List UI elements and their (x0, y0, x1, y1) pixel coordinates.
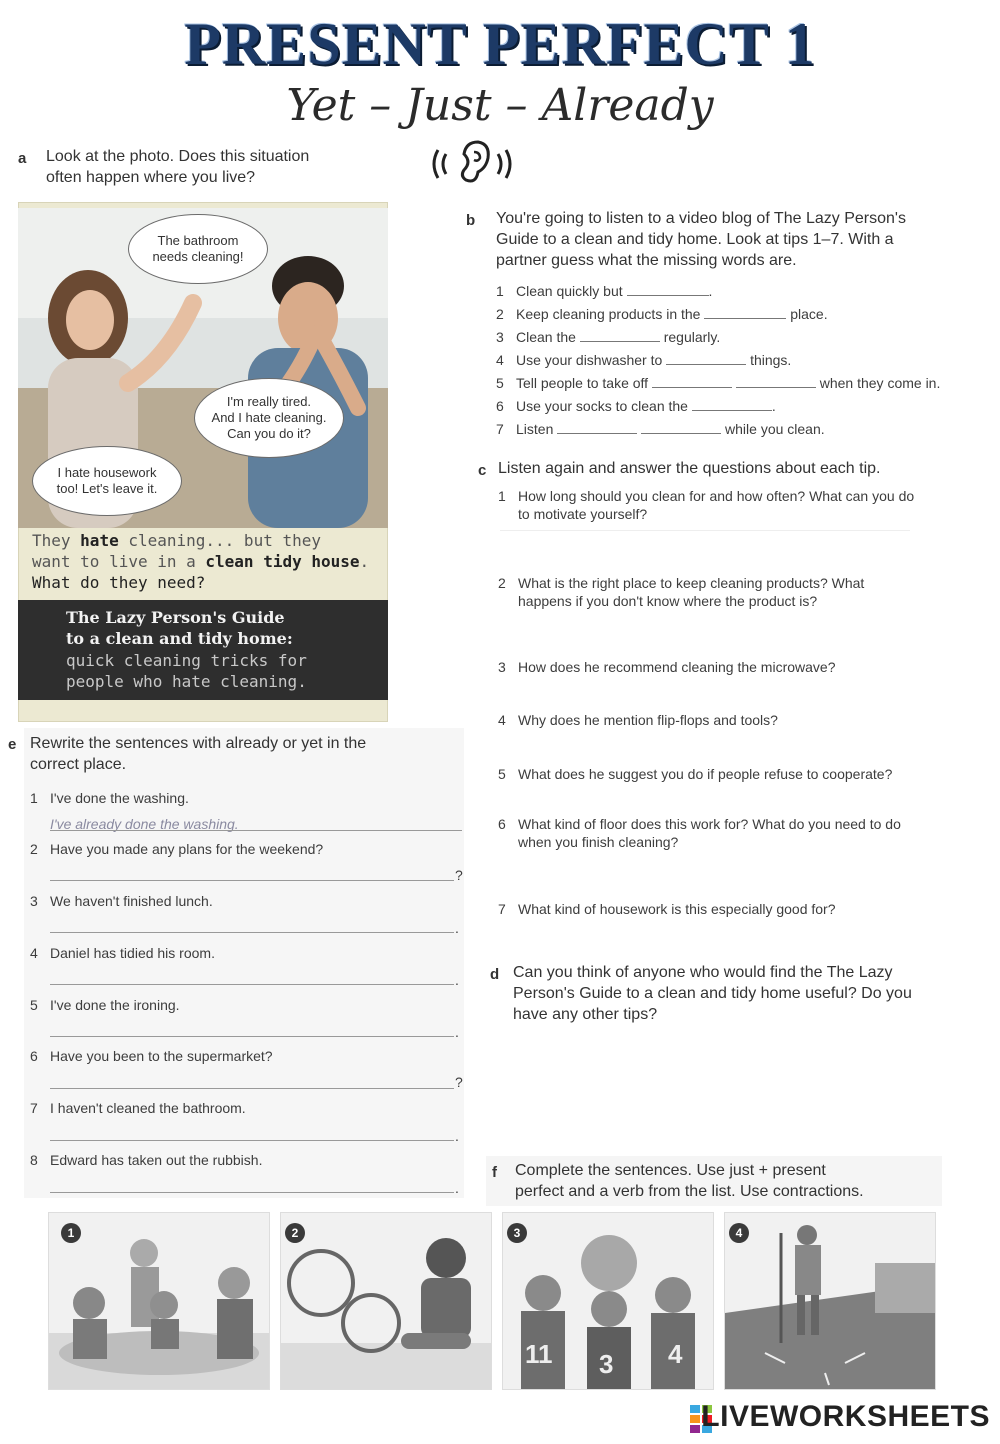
tip-number: 3 (496, 329, 504, 345)
section-f-line2: perfect and a verb from the list. Use contractions. (515, 1183, 864, 1200)
question-text-cont: when you finish cleaning? (518, 834, 679, 850)
picture-number: 1 (61, 1223, 81, 1243)
question-number: 3 (498, 659, 506, 675)
section-b-text (496, 208, 986, 271)
question-number: 4 (498, 712, 506, 728)
picture-3-celebrating-team (502, 1212, 714, 1390)
section-f-text (515, 1160, 955, 1202)
item-number: 4 (30, 945, 38, 961)
picture-2-bike-accident (280, 1212, 492, 1390)
answer-line-3[interactable] (50, 932, 454, 933)
question-text: How long should you clean for and how often? What can you do (518, 488, 915, 504)
tip-end: . (771, 398, 776, 414)
photo-caption (32, 530, 382, 593)
caption-line2-b: clean tidy house (205, 552, 360, 571)
answer-line-5[interactable] (50, 1036, 454, 1037)
page-subtitle: Yet – Just – Already (286, 80, 714, 131)
section-a-line2: often happen where you live? (46, 169, 256, 186)
guide-subtitle-line2: people who hate cleaning. (66, 672, 307, 691)
speech-bubble-housework (32, 446, 182, 516)
caption-line2-c: . (359, 552, 370, 571)
question-text: What kind of housework is this especially good for? (518, 901, 836, 917)
caption-line1 (32, 530, 382, 551)
tip-blank[interactable] (704, 307, 786, 319)
speech-bubble-tired (194, 378, 344, 458)
item-text: Have you made any plans for the weekend? (50, 841, 324, 857)
guide-title-line2: to a clean and tidy home: (66, 629, 293, 648)
tip-blank[interactable] (557, 422, 637, 434)
tip-end: regularly. (663, 329, 721, 345)
tip-text: Use your dishwasher to (516, 352, 663, 368)
tip-number: 1 (496, 283, 504, 299)
question-number: 1 (498, 488, 506, 504)
question-number: 5 (498, 766, 506, 782)
guide-subtitle-line1: quick cleaning tricks for (66, 651, 307, 670)
item-number: 5 (30, 997, 38, 1013)
section-c-heading: Listen again and answer the questions about each tip. (498, 460, 881, 477)
section-e-text (30, 733, 460, 775)
tip-number: 4 (496, 352, 504, 368)
tip-7 (496, 420, 825, 438)
question-number: 7 (498, 901, 506, 917)
tip-text: Use your socks to clean the (516, 398, 688, 414)
tip-number: 2 (496, 306, 504, 322)
end-mark: . (455, 920, 459, 936)
caption-line2 (32, 551, 382, 572)
section-b-line2: Guide to a clean and tidy home. Look at tips 1–7. With a (496, 231, 894, 248)
answer-line-7[interactable] (50, 1140, 454, 1141)
caption-line1-b: hate (80, 531, 119, 550)
tip-text: Keep cleaning products in the (516, 306, 701, 322)
bubble3-line2: too! Let's leave it. (56, 481, 158, 496)
bubble2-line2: And I hate cleaning. (211, 410, 327, 425)
section-b-letter: b (466, 212, 476, 229)
item-text: I haven't cleaned the bathroom. (50, 1100, 246, 1116)
item-number: 2 (30, 841, 38, 857)
tip-text: Tell people to take off (516, 375, 649, 391)
rewrite-item-6 (30, 1047, 273, 1065)
tip-blank[interactable] (580, 330, 660, 342)
item-number: 8 (30, 1152, 38, 1168)
section-e-line2: correct place. (30, 756, 127, 773)
answer-line-4[interactable] (50, 984, 454, 985)
end-mark: ? (455, 867, 463, 883)
section-a-line1: Look at the photo. Does this situation (46, 148, 310, 165)
question-7 (498, 900, 836, 918)
tip-text: Clean quickly but (516, 283, 623, 299)
guide-subtitle (66, 650, 386, 692)
caption-line1-c: cleaning... but they (118, 531, 321, 550)
section-e-letter: e (8, 736, 17, 753)
answer-line-8[interactable] (50, 1192, 454, 1193)
speech-bubble-bathroom (128, 214, 268, 284)
listen-ear-icon[interactable] (428, 136, 524, 192)
tip-text: Listen (516, 421, 554, 437)
answer-line-2[interactable] (50, 880, 454, 881)
couple-photo (18, 208, 388, 528)
tip-5 (496, 374, 940, 392)
rewrite-item-1 (30, 789, 189, 807)
section-d-text (513, 962, 983, 1025)
item-number: 1 (30, 790, 38, 806)
item-text: We haven't finished lunch. (50, 893, 213, 909)
section-d-line1: Can you think of anyone who would find the The Lazy (513, 964, 893, 981)
tip-1 (496, 282, 712, 300)
tip-3 (496, 328, 720, 346)
picture-4-clean-floor (724, 1212, 936, 1390)
item-text: Daniel has tidied his room. (50, 945, 215, 961)
caption-line2-a: want to live in a (32, 552, 206, 571)
question-text: Why does he mention flip-flops and tools? (518, 712, 778, 728)
question-text: What kind of floor does this work for? What do you need to do (518, 816, 901, 832)
picture-1-family-dinner (48, 1212, 270, 1390)
tip-2 (496, 305, 828, 323)
section-d-letter: d (490, 966, 500, 983)
tip-end: . (708, 283, 713, 299)
question-text: How does he recommend cleaning the microwave? (518, 659, 836, 675)
bubble3-line1: I hate housework (57, 465, 157, 480)
bubble1-line2: needs cleaning! (152, 249, 244, 264)
shirt-number-3: 3 (599, 1349, 614, 1379)
answer-line-6[interactable] (50, 1088, 454, 1089)
tip-blank[interactable] (652, 376, 732, 388)
bike-accident-illustration (281, 1213, 492, 1390)
rewrite-item-3 (30, 892, 213, 910)
question-text: What does he suggest you do if people refuse to cooperate? (518, 766, 893, 782)
end-mark: . (455, 1180, 459, 1196)
bubble1-line1: The bathroom (157, 233, 239, 248)
rewrite-item-7 (30, 1099, 246, 1117)
caption-line1-a: They (32, 531, 81, 550)
section-b-line1: You're going to listen to a video blog of The Lazy Person's (496, 210, 906, 227)
end-mark: . (455, 972, 459, 988)
example-answer: I've already done the washing. (50, 816, 239, 832)
section-e-line1: Rewrite the sentences with already or yet in the (30, 735, 367, 752)
rewrite-item-5 (30, 996, 180, 1014)
item-number: 3 (30, 893, 38, 909)
section-c-letter: c (478, 462, 487, 479)
tip-number: 6 (496, 398, 504, 414)
tip-end: while you clean. (725, 421, 825, 437)
tip-4 (496, 351, 791, 369)
rewrite-item-2 (30, 840, 323, 858)
question-3 (498, 658, 836, 676)
question-text-cont: happens if you don't know where the product is? (518, 593, 818, 609)
tip-blank[interactable] (641, 422, 721, 434)
caption-line3: What do they need? (32, 573, 206, 592)
section-b-line3: partner guess what the missing words are. (496, 252, 797, 269)
question-text: What is the right place to keep cleaning products? What (518, 575, 865, 591)
rewrite-item-8 (30, 1151, 262, 1169)
tip-blank[interactable] (736, 376, 816, 388)
shirt-number-11: 11 (525, 1339, 553, 1369)
question-6 (498, 815, 988, 851)
section-f-letter: f (492, 1164, 497, 1181)
tip-6 (496, 397, 776, 415)
guide-title (66, 607, 386, 649)
bubble2-line3: Can you do it? (227, 426, 311, 441)
tip-number: 5 (496, 375, 504, 391)
tip-end: place. (790, 306, 828, 322)
item-text: Have you been to the supermarket? (50, 1048, 273, 1064)
question-text-cont: to motivate yourself? (518, 506, 648, 522)
picture-number: 4 (729, 1223, 749, 1243)
answer-line-1[interactable] (50, 830, 462, 831)
tip-text: Clean the (516, 329, 576, 345)
tip-end: things. (750, 352, 792, 368)
picture-number: 2 (285, 1223, 305, 1243)
end-mark: . (455, 1128, 459, 1144)
end-mark: . (455, 1024, 459, 1040)
item-text: I've done the ironing. (50, 997, 180, 1013)
question-4 (498, 711, 778, 729)
tip-end: when they come in. (819, 375, 941, 391)
section-d-line2: Person's Guide to a clean and tidy home useful? Do you (513, 985, 912, 1002)
tip-number: 7 (496, 421, 504, 437)
section-a-text (46, 146, 376, 188)
clean-floor-illustration (725, 1213, 936, 1390)
section-a-letter: a (18, 150, 27, 167)
tip-blank[interactable] (692, 399, 772, 411)
question-2 (498, 574, 988, 610)
section-d-line3: have any other tips? (513, 1006, 658, 1023)
dinner-illustration (49, 1213, 270, 1390)
item-number: 7 (30, 1100, 38, 1116)
question-number: 6 (498, 816, 506, 832)
shirt-number-4: 4 (668, 1339, 683, 1369)
team-illustration (503, 1213, 714, 1390)
rewrite-item-4 (30, 944, 215, 962)
picture-number: 3 (507, 1223, 527, 1243)
question-5 (498, 765, 892, 783)
question-1 (498, 487, 993, 523)
guide-title-line1: The Lazy Person's Guide (66, 608, 285, 627)
item-text: Edward has taken out the rubbish. (50, 1152, 263, 1168)
answer-line[interactable] (500, 530, 910, 531)
section-f-line1: Complete the sentences. Use just + present (515, 1162, 826, 1179)
brand-name[interactable]: LIVEWORKSHEETS (701, 1400, 990, 1433)
page-title: PRESENT PERFECT 1 (184, 11, 816, 77)
item-text: I've done the washing. (50, 790, 189, 806)
bubble2-line1: I'm really tired. (226, 394, 312, 409)
tip-blank[interactable] (666, 353, 746, 365)
question-number: 2 (498, 575, 506, 591)
tip-blank[interactable] (627, 284, 709, 296)
end-mark: ? (455, 1074, 463, 1090)
item-number: 6 (30, 1048, 38, 1064)
